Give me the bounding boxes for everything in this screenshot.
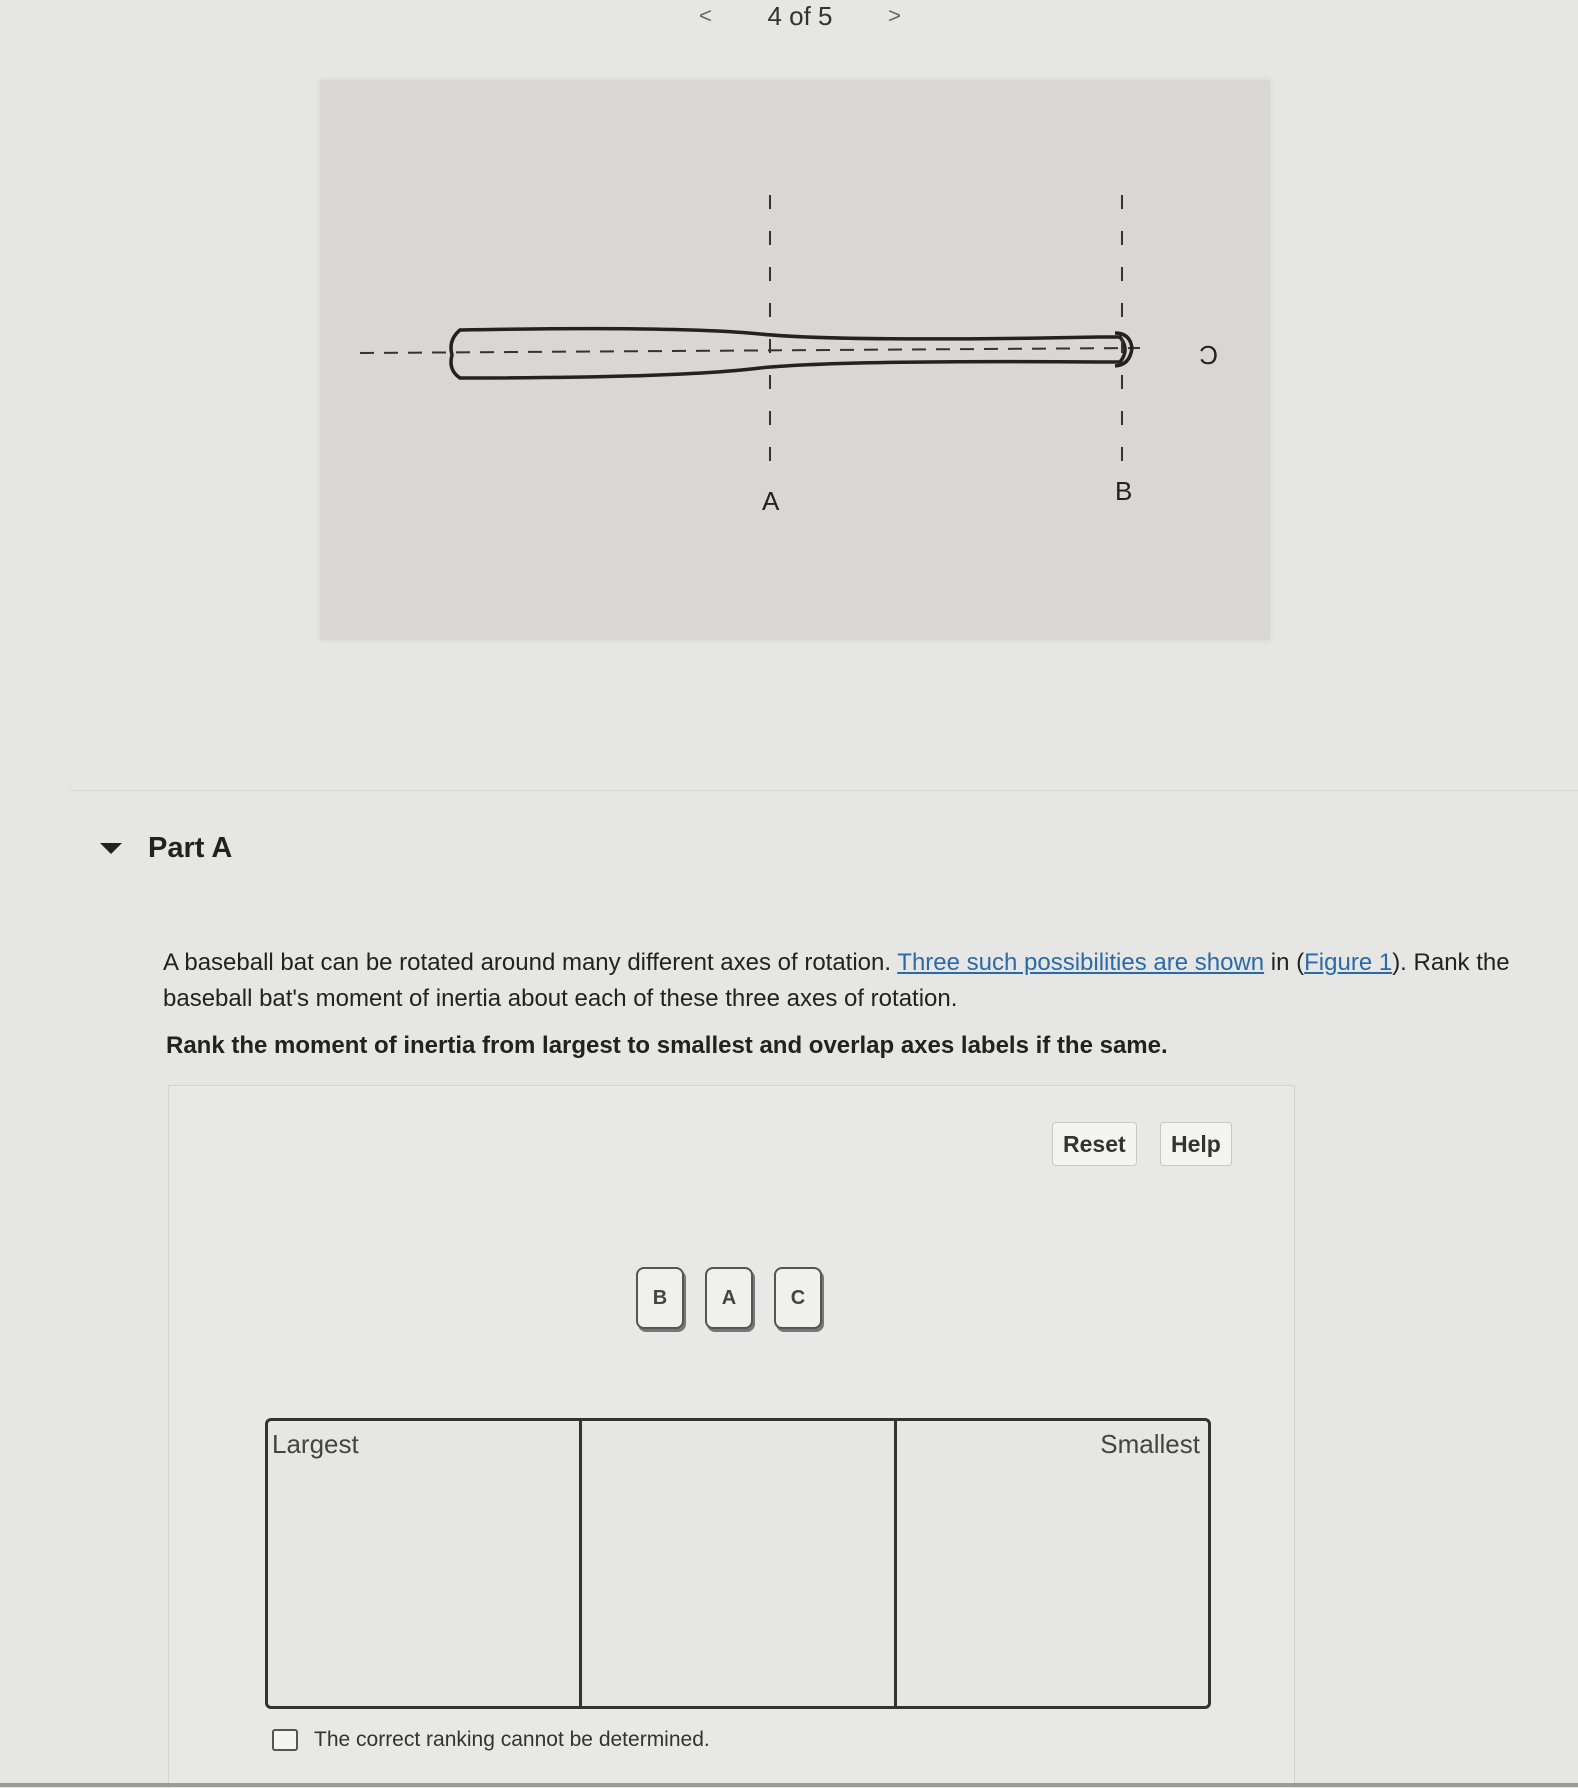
part-header[interactable] bbox=[100, 832, 232, 865]
collapse-caret-icon[interactable] bbox=[100, 843, 122, 854]
baseball-bat-diagram bbox=[320, 80, 1270, 640]
ranking-bin-2[interactable] bbox=[582, 1421, 896, 1706]
cannot-determine-label: The correct ranking cannot be determined. bbox=[314, 1728, 710, 1751]
ranking-bins bbox=[265, 1418, 1211, 1709]
axis-a-label: A bbox=[762, 486, 780, 516]
instruction-text: Rank the moment of inertia from largest to smallest and overlap axes labels if the same. bbox=[166, 1032, 1168, 1059]
bat-outline bbox=[451, 329, 1125, 378]
chip-b[interactable]: B bbox=[636, 1267, 684, 1329]
smallest-label: Smallest bbox=[1100, 1429, 1200, 1459]
possibilities-link[interactable]: Three such possibilities are shown bbox=[897, 949, 1265, 976]
previous-button[interactable]: < bbox=[699, 3, 712, 28]
cannot-determine-checkbox[interactable] bbox=[272, 1729, 298, 1751]
axis-c-label: C bbox=[1199, 340, 1218, 370]
reset-button[interactable]: Reset bbox=[1052, 1122, 1137, 1166]
bottom-border bbox=[0, 1783, 1578, 1787]
page-counter: 4 of 5 bbox=[767, 0, 833, 31]
axis-b-label: B bbox=[1115, 476, 1133, 506]
largest-label: Largest bbox=[272, 1429, 359, 1459]
figure-link[interactable]: Figure 1 bbox=[1304, 949, 1393, 976]
pagination bbox=[660, 0, 940, 32]
axis-c-line bbox=[360, 348, 1140, 353]
cannot-determine-option[interactable] bbox=[272, 1728, 710, 1752]
ranking-bin-1[interactable] bbox=[268, 1421, 582, 1706]
question-text-after: ). Rank the baseball bat's moment of inertia about each of these three axes of rotation. bbox=[163, 949, 1510, 1012]
part-title: Part A bbox=[148, 832, 233, 864]
figure-1 bbox=[320, 80, 1270, 640]
question-text-before: A baseball bat can be rotated around many different axes of rotation. bbox=[163, 949, 898, 976]
section-divider bbox=[70, 790, 1578, 791]
next-button[interactable]: > bbox=[888, 3, 901, 28]
question-text bbox=[163, 945, 1543, 1017]
help-button[interactable]: Help bbox=[1160, 1122, 1232, 1166]
chip-c[interactable]: C bbox=[774, 1267, 822, 1329]
chip-a[interactable]: A bbox=[705, 1267, 753, 1329]
question-text-middle: in ( bbox=[1264, 949, 1305, 976]
ranking-bin-3[interactable] bbox=[897, 1421, 1208, 1706]
